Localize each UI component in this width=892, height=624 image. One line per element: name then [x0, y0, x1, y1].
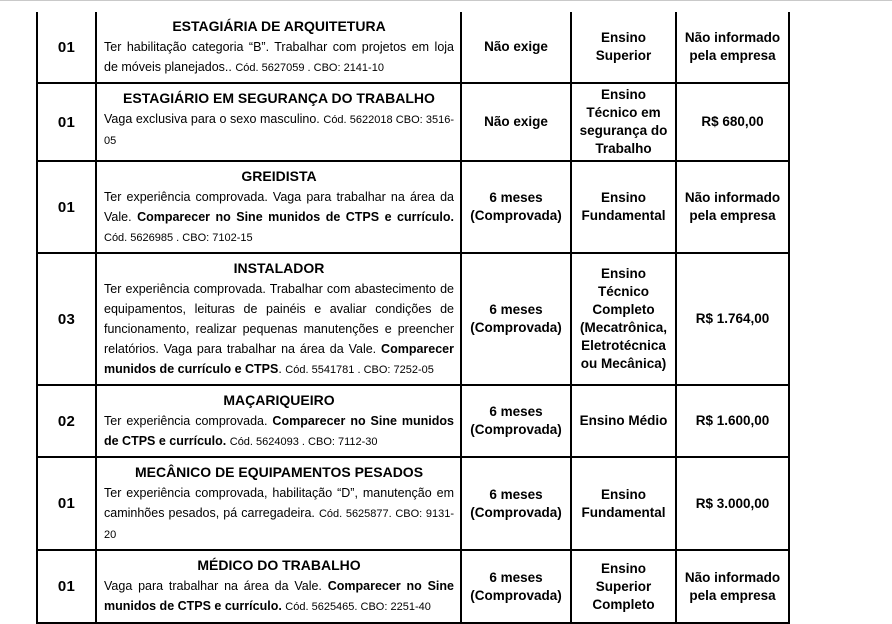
vacancy-row — [37, 550, 789, 623]
vacancy-count: 02 — [37, 385, 96, 457]
salary: R$ 680,00 — [676, 83, 789, 161]
job-code-ref: Cód. 5624093 . CBO: 7112-30 — [229, 436, 378, 448]
job-description-text: Vaga para trabalhar na área da Vale. — [104, 579, 328, 593]
salary: R$ 1.764,00 — [676, 253, 789, 385]
job-description-text: Ter experiência comprovada, habilitação “D”, manutenção em caminhões pesados, pá carregadeira. — [104, 486, 454, 520]
job-title: ESTAGIÁRIO EM SEGURANÇA DO TRABALHO — [123, 90, 435, 106]
job-description-text: Ter habilitação categoria “B”. Trabalhar com projetos em loja de móveis planejados.. — [104, 40, 454, 74]
page-top-divider — [0, 0, 892, 1]
job-description — [104, 411, 454, 452]
vacancy-details-cell — [96, 161, 461, 253]
salary: Não informado pela empresa — [676, 161, 789, 253]
vacancy-row — [37, 457, 789, 550]
education-requirement: Ensino Superior Completo — [571, 550, 676, 623]
job-description-text: Vaga exclusiva para o sexo masculino. — [104, 112, 324, 126]
salary: Não informado pela empresa — [676, 550, 789, 623]
job-description — [104, 576, 454, 617]
vacancy-details-cell — [96, 12, 461, 83]
job-code-ref: Cód. 5626985 . CBO: 7102-15 — [104, 232, 253, 244]
job-instruction-bold: Comparecer no Sine munidos de CTPS e currículo. — [104, 414, 454, 448]
job-vacancies-table — [36, 12, 790, 624]
job-code-ref: Cód. 5627059 . CBO: 2141-10 — [235, 62, 384, 74]
vacancy-details-cell — [96, 385, 461, 457]
experience-requirement: Não exige — [461, 83, 571, 161]
experience-requirement: 6 meses (Comprovada) — [461, 457, 571, 550]
vacancy-count: 01 — [37, 161, 96, 253]
education-requirement: Ensino Médio — [571, 385, 676, 457]
vacancy-row — [37, 253, 789, 385]
vacancy-details-cell — [96, 550, 461, 623]
vacancy-row — [37, 161, 789, 253]
job-title: MECÂNICO DE EQUIPAMENTOS PESADOS — [134, 464, 424, 480]
education-requirement: Ensino Técnico Completo (Mecatrônica, Eletrotécnica ou Mecânica) — [571, 253, 676, 385]
experience-requirement: Não exige — [461, 12, 571, 83]
job-instruction-bold: Comparecer no Sine munidos de CTPS e currículo. — [104, 579, 454, 613]
vacancy-row — [37, 12, 789, 83]
vacancy-details-cell — [96, 457, 461, 550]
job-title: ESTAGIÁRIA DE ARQUITETURA — [172, 18, 386, 34]
experience-requirement: 6 meses (Comprovada) — [461, 161, 571, 253]
education-requirement: Ensino Fundamental — [571, 457, 676, 550]
vacancy-count: 03 — [37, 253, 96, 385]
salary: R$ 3.000,00 — [676, 457, 789, 550]
vacancy-details-cell — [96, 83, 461, 161]
job-description-text: Ter experiência comprovada. — [104, 414, 273, 428]
experience-requirement: 6 meses (Comprovada) — [461, 385, 571, 457]
job-code-ref: Cód. 5541781 . CBO: 7252-05 — [285, 364, 434, 376]
job-title: INSTALADOR — [233, 260, 325, 276]
job-instruction-bold: Comparecer munidos de currículo e CTPS — [104, 342, 454, 376]
vacancy-row — [37, 83, 789, 161]
job-description — [104, 279, 454, 380]
job-title: GREIDISTA — [241, 168, 317, 184]
education-requirement: Ensino Superior — [571, 12, 676, 83]
salary: R$ 1.600,00 — [676, 385, 789, 457]
job-description-text: . — [278, 362, 286, 376]
job-description-text: Ter experiência comprovada. Trabalhar com abastecimento de equipamentos, leituras de painéis e avaliar condições de funcionamento, realizar pequenas manutenções e preencher relatórios. Vaga para trabalhar na área da Vale. — [104, 282, 454, 356]
job-description — [104, 37, 454, 78]
job-title: MAÇARIQUEIRO — [223, 392, 335, 408]
vacancy-count: 01 — [37, 83, 96, 161]
job-code-ref: Cód. 5625465. CBO: 2251-40 — [285, 601, 431, 613]
vacancy-count: 01 — [37, 12, 96, 83]
job-code-ref: Cód. 5622018 CBO: 3516-05 — [104, 114, 454, 147]
experience-requirement: 6 meses (Comprovada) — [461, 253, 571, 385]
vacancy-rows-body — [37, 12, 789, 623]
job-code-ref: Cód. 5625877. CBO: 9131-20 — [104, 508, 454, 541]
job-description-text: Ter experiência comprovada. Vaga para trabalhar na área da Vale. — [104, 190, 454, 224]
education-requirement: Ensino Fundamental — [571, 161, 676, 253]
education-requirement: Ensino Técnico em segurança do Trabalho — [571, 83, 676, 161]
vacancy-row — [37, 385, 789, 457]
job-instruction-bold: Comparecer no Sine munidos de CTPS e currículo. — [137, 210, 454, 224]
salary: Não informado pela empresa — [676, 12, 789, 83]
experience-requirement: 6 meses (Comprovada) — [461, 550, 571, 623]
vacancy-count: 01 — [37, 457, 96, 550]
job-description — [104, 483, 454, 545]
job-description — [104, 109, 454, 151]
vacancy-count: 01 — [37, 550, 96, 623]
job-title: MÉDICO DO TRABALHO — [197, 557, 361, 573]
job-description — [104, 187, 454, 248]
vacancy-details-cell — [96, 253, 461, 385]
